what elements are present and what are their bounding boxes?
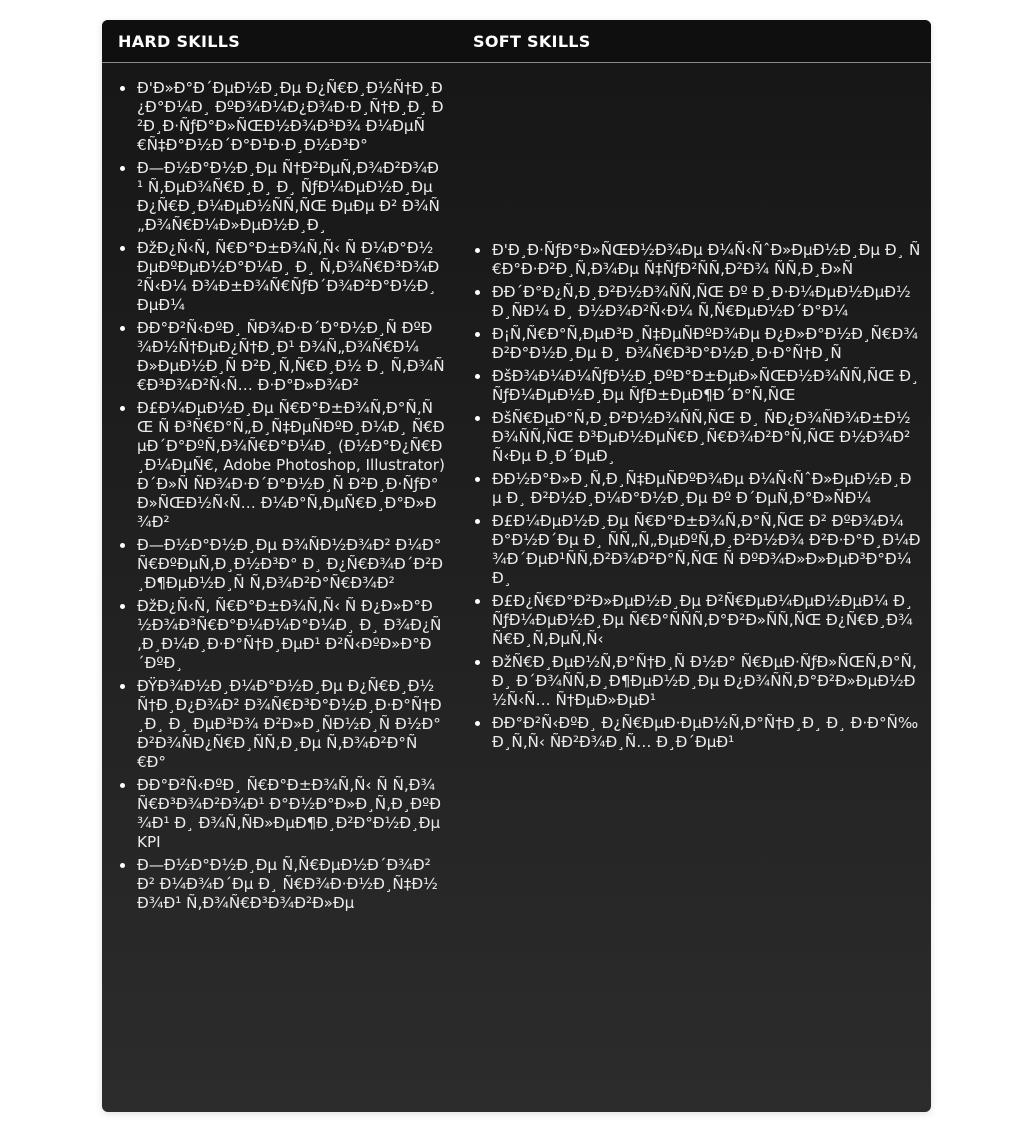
list-item: Ð£Ð¼ÐµÐ½Ð¸Ðµ Ñ€Ð°Ð±Ð¾Ñ‚Ð°Ñ‚ÑŒ Ñ Ð³Ñ€Ð°Ñ„Ð¸Ñ‡ÐµÑÐºÐ¸Ð¼Ð¸ Ñ€ÐµÐ´Ð°ÐºÑ‚Ð¾Ñ€Ð°Ð¼Ð¸ (Ð½Ð°Ð¿Ñ€Ð¸Ð¼ÐµÑ€, Adobe Photoshop, Illustrator) Ð´Ð»Ñ ÑÐ¾Ð·Ð´Ð°Ð½Ð¸Ñ Ð²Ð¸Ð·ÑƒÐ°Ð»ÑŒÐ½Ñ‹Ñ… Ð¼Ð°Ñ‚ÐµÑ€Ð¸Ð°Ð»Ð¾Ð² — [137, 399, 445, 531]
table-header — [102, 20, 931, 63]
list-item: ÐÐ°Ð²Ñ‹ÐºÐ¸ Ð¿Ñ€ÐµÐ·ÐµÐ½Ñ‚Ð°Ñ†Ð¸Ð¸ Ð¸ Ð·Ð°Ñ‰Ð¸Ñ‚Ñ‹ ÑÐ²Ð¾Ð¸Ñ… Ð¸Ð´ÐµÐ¹ — [492, 714, 921, 752]
list-item: ÐÐ´Ð°Ð¿Ñ‚Ð¸Ð²Ð½Ð¾ÑÑ‚ÑŒ Ðº Ð¸Ð·Ð¼ÐµÐ½ÐµÐ½Ð¸ÑÐ¼ Ð¸ Ð½Ð¾Ð²Ñ‹Ð¼ Ñ‚Ñ€ÐµÐ½Ð´Ð°Ð¼ — [492, 283, 921, 321]
list-item: ÐžÐ¿Ñ‹Ñ‚ Ñ€Ð°Ð±Ð¾Ñ‚Ñ‹ Ñ Ð¼Ð°Ð½ÐµÐºÐµÐ½Ð°Ð¼Ð¸ Ð¸ Ñ‚Ð¾Ñ€Ð³Ð¾Ð²Ñ‹Ð¼ Ð¾Ð±Ð¾Ñ€ÑƒÐ´Ð¾Ð²Ð°Ð½Ð¸ÐµÐ¼ — [137, 239, 445, 315]
list-item: Ð¡Ñ‚Ñ€Ð°Ñ‚ÐµÐ³Ð¸Ñ‡ÐµÑÐºÐ¾Ðµ Ð¿Ð»Ð°Ð½Ð¸Ñ€Ð¾Ð²Ð°Ð½Ð¸Ðµ Ð¸ Ð¾Ñ€Ð³Ð°Ð½Ð¸Ð·Ð°Ñ†Ð¸Ñ — [492, 325, 921, 363]
list-item: ÐÐ°Ð²Ñ‹ÐºÐ¸ Ñ€Ð°Ð±Ð¾Ñ‚Ñ‹ Ñ Ñ‚Ð¾Ñ€Ð³Ð¾Ð²Ð¾Ð¹ Ð°Ð½Ð°Ð»Ð¸Ñ‚Ð¸ÐºÐ¾Ð¹ Ð¸ Ð¾Ñ‚ÑÐ»ÐµÐ¶Ð¸Ð²Ð°Ð½Ð¸Ðµ KPI — [137, 776, 445, 852]
list-item: ÐžÑ€Ð¸ÐµÐ½Ñ‚Ð°Ñ†Ð¸Ñ Ð½Ð° Ñ€ÐµÐ·ÑƒÐ»ÑŒÑ‚Ð°Ñ‚ Ð¸ Ð´Ð¾ÑÑ‚Ð¸Ð¶ÐµÐ½Ð¸Ðµ Ð¿Ð¾ÑÑ‚Ð°Ð²Ð»ÐµÐ½Ð½Ñ‹Ñ… Ñ†ÐµÐ»ÐµÐ¹ — [492, 653, 921, 710]
list-item: Ð—Ð½Ð°Ð½Ð¸Ðµ Ð¾ÑÐ½Ð¾Ð² Ð¼Ð°Ñ€ÐºÐµÑ‚Ð¸Ð½Ð³Ð° Ð¸ Ð¿Ñ€Ð¾Ð´Ð²Ð¸Ð¶ÐµÐ½Ð¸Ñ Ñ‚Ð¾Ð²Ð°Ñ€Ð¾Ð² — [137, 536, 443, 592]
hard-skills-list — [102, 79, 445, 913]
list-item: ÐŸÐ¾Ð½Ð¸Ð¼Ð°Ð½Ð¸Ðµ Ð¿Ñ€Ð¸Ð½Ñ†Ð¸Ð¿Ð¾Ð² Ð¾Ñ€Ð³Ð°Ð½Ð¸Ð·Ð°Ñ†Ð¸Ð¸ Ð¸ ÐµÐ³Ð¾ Ð²Ð»Ð¸ÑÐ½Ð¸Ñ Ð½Ð° Ð²Ð¾ÑÐ¿Ñ€Ð¸ÑÑ‚Ð¸Ðµ Ñ‚Ð¾Ð²Ð°Ñ€Ð° — [137, 677, 445, 772]
list-item: ÐÐ½Ð°Ð»Ð¸Ñ‚Ð¸Ñ‡ÐµÑÐºÐ¾Ðµ Ð¼Ñ‹ÑˆÐ»ÐµÐ½Ð¸Ðµ Ð¸ Ð²Ð½Ð¸Ð¼Ð°Ð½Ð¸Ðµ Ðº Ð´ÐµÑ‚Ð°Ð»ÑÐ¼ — [492, 470, 921, 508]
list-item: ÐšÑ€ÐµÐ°Ñ‚Ð¸Ð²Ð½Ð¾ÑÑ‚ÑŒ Ð¸ ÑÐ¿Ð¾ÑÐ¾Ð±Ð½Ð¾ÑÑ‚ÑŒ Ð³ÐµÐ½ÐµÑ€Ð¸Ñ€Ð¾Ð²Ð°Ñ‚ÑŒ Ð½Ð¾Ð²Ñ‹Ðµ Ð¸Ð´ÐµÐ¸ — [492, 409, 921, 466]
soft-skills-header: SOFT SKILLS — [473, 31, 591, 51]
soft-skills-list — [457, 241, 921, 752]
soft-skills-cell — [457, 241, 931, 756]
list-item: Ð'Ð¸Ð·ÑƒÐ°Ð»ÑŒÐ½Ð¾Ðµ Ð¼Ñ‹ÑˆÐ»ÐµÐ½Ð¸Ðµ Ð¸ Ñ€Ð°Ð·Ð²Ð¸Ñ‚Ð¾Ðµ Ñ‡ÑƒÐ²ÑÑ‚Ð²Ð¾ ÑÑ‚Ð¸Ð»Ñ — [492, 240, 921, 278]
list-item: ÐžÐ¿Ñ‹Ñ‚ Ñ€Ð°Ð±Ð¾Ñ‚Ñ‹ Ñ Ð¿Ð»Ð°Ð½Ð¾Ð³Ñ€Ð°Ð¼Ð¼Ð°Ð¼Ð¸ Ð¸ Ð¾Ð¿Ñ‚Ð¸Ð¼Ð¸Ð·Ð°Ñ†Ð¸ÐµÐ¹ Ð²Ñ‹ÐºÐ»Ð°Ð´ÐºÐ¸ — [137, 597, 445, 673]
list-item: Ð'Ð»Ð°Ð´ÐµÐ½Ð¸Ðµ Ð¿Ñ€Ð¸Ð½Ñ†Ð¸Ð¿Ð°Ð¼Ð¸ ÐºÐ¾Ð¼Ð¿Ð¾Ð·Ð¸Ñ†Ð¸Ð¸ Ð²Ð¸Ð·ÑƒÐ°Ð»ÑŒÐ½Ð¾Ð³Ð¾ Ð¼ÐµÑ€Ñ‡Ð°Ð½Ð´Ð°Ð¹Ð·Ð¸Ð½Ð³Ð° — [137, 79, 444, 154]
list-item: Ð—Ð½Ð°Ð½Ð¸Ðµ Ñ†Ð²ÐµÑ‚Ð¾Ð²Ð¾Ð¹ Ñ‚ÐµÐ¾Ñ€Ð¸Ð¸ Ð¸ ÑƒÐ¼ÐµÐ½Ð¸Ðµ Ð¿Ñ€Ð¸Ð¼ÐµÐ½ÑÑ‚ÑŒ ÐµÐµ Ð² Ð¾Ñ„Ð¾Ñ€Ð¼Ð»ÐµÐ½Ð¸Ð¸ — [137, 159, 445, 235]
hard-skills-header: HARD SKILLS — [118, 31, 241, 51]
table-body — [102, 63, 931, 917]
list-item: Ð£Ð¿Ñ€Ð°Ð²Ð»ÐµÐ½Ð¸Ðµ Ð²Ñ€ÐµÐ¼ÐµÐ½ÐµÐ¼ Ð¸ ÑƒÐ¼ÐµÐ½Ð¸Ðµ Ñ€Ð°ÑÑÑ‚Ð°Ð²Ð»ÑÑ‚ÑŒ Ð¿Ñ€Ð¸Ð¾Ñ€Ð¸Ñ‚ÐµÑ‚Ñ‹ — [492, 592, 921, 649]
list-item: ÐšÐ¾Ð¼Ð¼ÑƒÐ½Ð¸ÐºÐ°Ð±ÐµÐ»ÑŒÐ½Ð¾ÑÑ‚ÑŒ Ð¸ ÑƒÐ¼ÐµÐ½Ð¸Ðµ ÑƒÐ±ÐµÐ¶Ð´Ð°Ñ‚ÑŒ — [492, 367, 921, 405]
list-item: Ð£Ð¼ÐµÐ½Ð¸Ðµ Ñ€Ð°Ð±Ð¾Ñ‚Ð°Ñ‚ÑŒ Ð² ÐºÐ¾Ð¼Ð°Ð½Ð´Ðµ Ð¸ ÑÑ„Ñ„ÐµÐºÑ‚Ð¸Ð²Ð½Ð¾ Ð²Ð·Ð°Ð¸Ð¼Ð¾Ð´ÐµÐ¹ÑÑ‚Ð²Ð¾Ð²Ð°Ñ‚ÑŒ Ñ ÐºÐ¾Ð»Ð»ÐµÐ³Ð°Ð¼Ð¸ — [492, 511, 921, 587]
list-item: ÐÐ°Ð²Ñ‹ÐºÐ¸ ÑÐ¾Ð·Ð´Ð°Ð½Ð¸Ñ ÐºÐ¾Ð½Ñ†ÐµÐ¿Ñ†Ð¸Ð¹ Ð¾Ñ„Ð¾Ñ€Ð¼Ð»ÐµÐ½Ð¸Ñ Ð²Ð¸Ñ‚Ñ€Ð¸Ð½ Ð¸ Ñ‚Ð¾Ñ€Ð³Ð¾Ð²Ñ‹Ñ… Ð·Ð°Ð»Ð¾Ð² — [137, 319, 445, 394]
hard-skills-cell — [102, 79, 457, 917]
list-item: Ð—Ð½Ð°Ð½Ð¸Ðµ Ñ‚Ñ€ÐµÐ½Ð´Ð¾Ð² Ð² Ð¼Ð¾Ð´Ðµ Ð¸ Ñ€Ð¾Ð·Ð½Ð¸Ñ‡Ð½Ð¾Ð¹ Ñ‚Ð¾Ñ€Ð³Ð¾Ð²Ð»Ðµ — [137, 856, 445, 913]
skills-table — [102, 20, 931, 1112]
